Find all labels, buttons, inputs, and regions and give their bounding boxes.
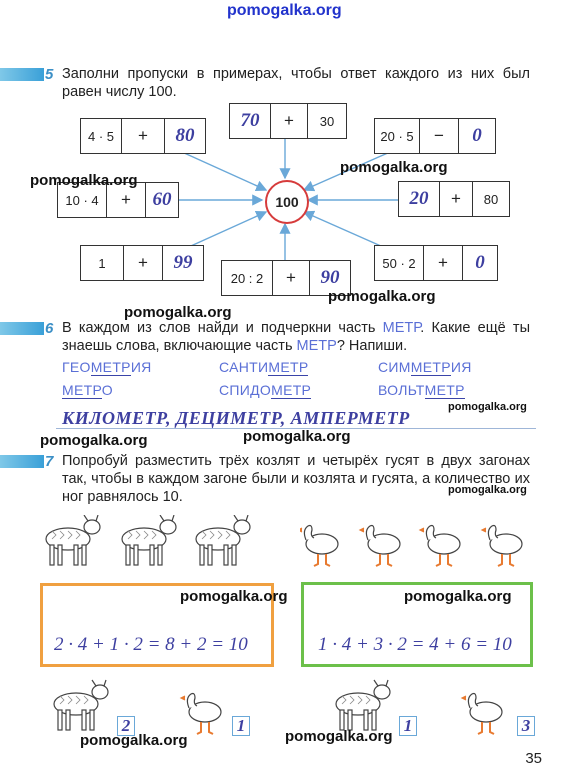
example-operator: + [122,119,165,153]
word-item [62,359,152,375]
example-operand: 10 · 4 [58,183,107,217]
goat-count: 2 [117,716,135,736]
goats-row [40,515,260,571]
task6-highlight: МЕТР [382,320,421,336]
example-operand: 4 · 5 [81,119,122,153]
center-number: 100 [265,180,309,224]
watermark: pomogalka.org [40,432,148,449]
goose-icon [360,526,400,567]
example-operator: + [273,261,310,295]
word-item [378,359,472,375]
example-box [229,103,347,139]
goose-count: 1 [232,716,250,736]
word-underlined: МЕТР [424,382,465,398]
example-answer: 0 [472,125,482,146]
task-marker [0,322,44,335]
goat-icon [326,678,396,734]
word-part: САНТИ [219,359,269,375]
word-underlined: МЕТР [268,359,309,375]
word-underlined: МЕТР [62,382,102,398]
word-part: ВОЛЬТ [378,382,425,398]
example-operator: + [424,246,463,280]
watermark: pomogalka.org [285,728,393,745]
example-answer: 70 [230,104,271,138]
word-part: ИЯ [450,359,472,375]
goat-icon [44,678,114,734]
goat-icon [122,515,176,565]
left-equation: 2 · 4 + 1 · 2 = 8 + 2 = 10 [54,634,248,655]
word-part: ИЯ [130,359,152,375]
watermark: pomogalka.org [340,159,448,176]
example-answer: 99 [173,252,193,273]
example-answer: 90 [320,267,340,288]
goslings-row [300,522,560,570]
watermark: pomogalka.org [328,288,436,305]
example-operand: 80 [483,191,499,207]
goose-icon [456,690,506,736]
example-operand: 50 · 2 [375,246,424,280]
example-operator: + [124,246,163,280]
goose-icon [482,526,522,567]
example-box [398,181,510,217]
page-number: 35 [525,750,542,767]
task6-text-part: ? Напиши. [336,338,408,354]
watermark: pomogalka.org [180,588,288,605]
goose-icon [420,526,460,567]
right-equation: 1 · 4 + 3 · 2 = 4 + 6 = 10 [318,634,512,655]
example-box [80,118,206,154]
example-operator: + [440,182,473,216]
task-number: 7 [45,453,54,470]
word-item [62,382,113,398]
example-answer: 0 [475,252,485,273]
task-number: 6 [45,320,54,337]
example-operand: 1 [81,246,124,280]
example-operand: 30 [319,113,335,129]
goat-icon [196,515,250,565]
watermark: pomogalka.org [227,2,342,19]
task-number: 5 [45,66,54,83]
goose-icon [175,690,225,736]
word-part: СПИДО [219,382,272,398]
example-operator: + [271,104,308,138]
word-part: О [101,382,113,398]
task5-text: Заполни пропуски в примерах, чтобы ответ каждого из них был равен числу 100. [62,66,530,100]
task7-text: Попробуй разместить трёх козлят и четырёх гусят в двух загонах так, чтобы в каждом загоне были и козлята и гусята, а количество их ног равнялось 10. [62,453,530,505]
example-answer: 20 [399,182,440,216]
goat-count: 1 [399,716,417,736]
task6-highlight: МЕТР [296,338,337,354]
watermark: pomogalka.org [30,172,138,189]
task6-answer: КИЛОМЕТР, ДЕЦИМЕТР, АМПЕРМЕТР [62,408,410,428]
example-operand: 20 · 5 [375,119,420,153]
word-underlined: МЕТР [410,359,451,375]
watermark: pomogalka.org [243,428,351,445]
word-part: ГЕО [62,359,91,375]
example-answer: 80 [175,125,195,146]
example-operand: 20 : 2 [222,261,273,295]
watermark: pomogalka.org [404,588,512,605]
word-item [219,359,308,375]
task6-text-part: . Какие ещё ты знаешь слова, включающие часть [62,320,530,354]
example-answer: 60 [152,189,172,210]
example-operator: − [420,119,459,153]
word-part: СИМ [378,359,411,375]
word-item [378,382,465,398]
example-operator: + [107,183,146,217]
watermark: pomogalka.org [80,732,188,749]
word-underlined: МЕТР [90,359,131,375]
example-box [80,245,204,281]
watermark: pomogalka.org [448,401,527,413]
word-item [219,382,311,398]
watermark: pomogalka.org [448,484,527,496]
arrow [182,152,266,190]
word-underlined: МЕТР [271,382,312,398]
task6-text [62,319,530,355]
task-marker [0,455,44,468]
task6-text-part: В каждом из слов найди и подчеркни часть [62,320,383,336]
watermark: pomogalka.org [124,304,232,321]
goose-count: 3 [517,716,535,736]
example-box [374,118,496,154]
example-box [374,245,498,281]
